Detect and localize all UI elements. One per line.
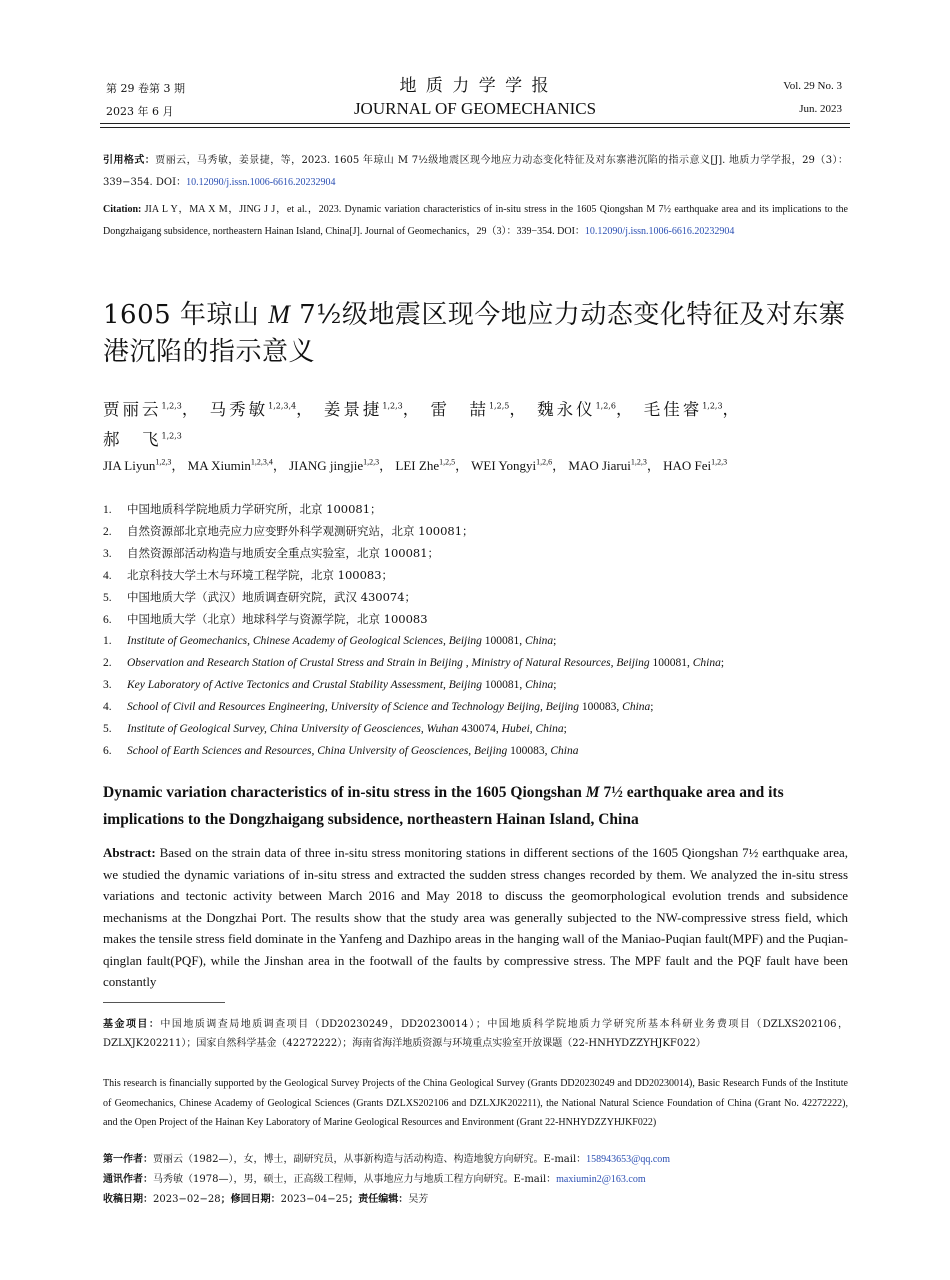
affiliation-cn [103,498,848,520]
title-en-italic: M [585,784,600,801]
author-en-name: MA Xiumin [187,458,251,473]
affiliation-en [103,740,848,762]
author-cn [537,400,616,419]
title-cn-part1: 1605 年琼山 [103,300,269,330]
affiliation-country: China [525,679,554,691]
affiliation-text: 北京科技大学土木与环境工程学院，北京 100083； [127,568,394,582]
affiliation-text: 中国地质大学（武汉）地质调查研究院，武汉 430074； [127,590,417,604]
header-rule-bottom [100,127,850,128]
author-en [471,458,552,473]
affiliation-end: ; [650,701,654,713]
affiliation-postcode: 430074, [458,723,502,735]
author-cn-name: 魏永仪 [537,399,596,419]
author-cn-name: 马秀敏 [209,399,269,419]
abstract-text: Based on the strain data of three in-situ stress monitoring stations in different sections of the 1605 Qiongshan 7½ earthquake area, we studied the dynamic variations of in-situ stress and extracted the sudden stress changes recorded by them. We analyzed the in-situ stress variations and tectonic activity between March 2016 and May 2018 to discuss the geomorphological evolution trends and subsidence mechanisms at the Dongzhai Port. The results show that the study area was generally subjected to the NW-compressive stress field, which makes the tensile stress field dominate in the Yanfeng and Dazhipo areas in the hanging wall of the Maniao-Puqian fault(MPF) and the Puqian-qinglan fault(PQF), while the Jinshan area in the footwall of the faults by compressive stress. The MPF fault and the PQF fault have been constantly [103,845,848,989]
citation-en-doi-link[interactable]: 10.12090/j.issn.1006-6616.20232904 [584,226,735,237]
title-en-part1: Dynamic variation characteristics of in-situ stress in the 1605 Qiongshan [103,784,586,801]
author-en [568,458,646,473]
affiliation-country: China [525,635,554,647]
author-en-affil: 1,2,3 [155,457,172,467]
author-cn-name: 郝 飞 [103,430,162,449]
header-volume-issue: 第 29 卷第 3 期 [106,82,185,95]
author-en-affil: 1,2,3 [363,457,380,467]
author-cn [644,400,723,419]
citation-en-label: Citation: [103,204,142,215]
citation-en [103,199,848,243]
first-author-label: 第一作者： [103,1154,153,1165]
affiliation-country: Hubei, China [501,723,564,735]
author-cn [430,400,509,419]
header-month-year: Jun. 2023 [799,103,842,115]
affiliation-number: 6. [103,614,112,626]
abstract [103,842,848,993]
affiliation-institution: Key Laboratory of Active Tectonics and Crustal Stability Assessment, Beijing [127,679,482,691]
affiliation-en [103,630,848,652]
affiliation-number: 2. [103,657,112,669]
author-en-affil: 1,2,3,4 [250,457,273,467]
author-list-cn: 贾丽云$^{1,2,3}$， 马秀敏$^{1,2,3,4}$， 姜景捷$^{1,2,3}$， 雷 喆$^{1,2,5}$， 魏永仪$^{1,2,6}$， 毛佳睿$^{1,2,3}$， 郝 飞$^{1,2,3}$ [103,399,743,449]
affiliation-text: 自然资源部活动构造与地质安全重点实验室，北京 100081； [127,546,440,560]
funding-en: This research is financially supported by the Geological Survey Projects of the China Geological Survey (Grants DD20230249 and DD20230014), Basic Research Funds of the Institute of Geomechanics, Chinese Academy of Geological Sciences (Grants DZLXS202106 and DZLXJK202211), the National Natural Science Foundation of China (Grant No. 42272222), and the Open Project of the Hainan Key Laboratory of Marine Geological Resources and Environment (Grant 22-HNHYDZZYHJKF022) [103,1078,848,1128]
affiliation-cn [103,608,848,630]
author-cn-affil: 1,2,6 [595,401,616,410]
affiliation-country: China [622,701,651,713]
affiliation-country: China [692,657,721,669]
affiliation-cn [103,564,848,586]
affiliation-institution: Institute of Geological Survey, China University of Geosciences, Wuhan [127,723,459,735]
affiliation-institution: School of Civil and Resources Engineering, University of Science and Technology Beijing, Beijing [127,701,580,713]
affiliation-number: 3. [103,548,112,560]
author-cn-affil: 1,2,3 [161,431,182,441]
editor-name: 吴芳 [408,1194,429,1205]
author-cn-affil: 1,2,3 [702,401,723,410]
affiliation-end: ; [553,679,557,691]
author-en-name: WEI Yongyi [471,458,537,473]
footnote-rule [103,1002,225,1003]
author-cn-name: 雷 喆 [430,399,489,419]
author-cn-affil: 1,2,5 [488,401,510,410]
author-en [663,458,727,473]
received-label: 收稿日期： [103,1194,153,1205]
affiliation-institution: Institute of Geomechanics, Chinese Academy of Geological Sciences, Beijing [127,635,482,647]
citation-cn-doi-link[interactable]: 10.12090/j.issn.1006-6616.20232904 [186,177,336,188]
affiliation-cn [103,520,848,542]
affiliation-number: 3. [103,679,112,691]
affiliation-number: 2. [103,526,112,538]
paper-title-en [103,779,848,833]
citation-cn-label: 引用格式： [103,155,156,166]
first-author-email-link[interactable]: 158943653@qq.com [586,1154,671,1165]
header-rule-top [100,123,850,124]
affiliation-text: 自然资源部北京地壳应力应变野外科学观测研究站，北京 100081； [127,524,474,538]
affiliation-en [103,718,848,740]
paper-title-cn [103,296,848,371]
editor-label: ；责任编辑： [348,1194,409,1205]
affiliation-postcode: 100081, [482,679,526,691]
affiliation-end: ; [553,635,557,647]
author-en [188,458,273,473]
author-list-en: JIA Liyun$^{1,2,3}$， MA Xiumin$^{1,2,3,4}$， JIANG jingjie$^{1,2,3}$， LEI Zhe$^{1,2,5}$， WEI Yongyi$^{1,2,6}$， MAO Jiarui$^{1,2,3}$， HAO Fei$^{1,2,3}$ [103,457,728,473]
affiliation-postcode: 100083, [579,701,623,713]
author-cn [103,400,182,419]
corresponding-author-email-link[interactable]: maxiumin2@163.com [556,1174,646,1185]
affiliation-number: 4. [103,570,112,582]
author-en-affil: 1,2,3 [711,457,728,467]
corresponding-author-label: 通讯作者： [103,1174,153,1185]
journal-title-cn: 地 质 力 学 学 报 [399,76,551,96]
author-en [289,458,379,473]
author-cn-affil: 1,2,3 [382,401,403,410]
author-cn-name: 贾丽云 [103,399,162,419]
affiliation-text: 中国地质大学（北京）地球科学与资源学院，北京 100083 [127,612,428,626]
author-en-affil: 1,2,6 [536,457,553,467]
author-cn-affil: 1,2,3,4 [268,401,297,410]
dates-note [103,1190,848,1210]
affiliation-cn [103,586,848,608]
author-info [103,1150,848,1210]
author-cn-affil: 1,2,3 [161,401,182,410]
affiliation-list [103,498,848,762]
affiliation-text: 中国地质科学院地质力学研究所，北京 100081； [127,502,382,516]
citation-cn-text: 贾丽云，马秀敏，姜景捷，等，2023. 1605 年琼山 M 7½级地震区现今地应力动态变化特征及对东寨港沉陷的指示意义[J]. 地质力学学报，29（3）：339−354. DOI： [103,155,849,188]
affiliation-end: ; [720,657,725,669]
author-cn-name: 姜景捷 [323,399,383,419]
affiliation-institution: School of Earth Sciences and Resources, China University of Geosciences, Beijing [127,745,508,757]
author-cn [210,400,297,419]
affiliation-end: ; [563,723,567,735]
author-en-affil: 1,2,5 [439,457,456,467]
author-cn [324,400,403,419]
affiliation-number: 1. [103,504,112,516]
corresponding-author-note [103,1170,848,1190]
title-cn-italic: M [268,300,291,329]
author-en-name: LEI Zhe [395,458,440,473]
author-en [395,458,455,473]
citation-cn [103,150,848,194]
affiliation-postcode: 100081, [481,635,526,647]
revised-label: ；修回日期： [220,1194,281,1205]
abstract-label: Abstract: [103,845,156,860]
affiliation-en [103,652,848,674]
author-en [103,458,171,473]
first-author-note [103,1150,848,1170]
author-en-affil: 1,2,3 [630,457,647,467]
journal-title-en: JOURNAL OF GEOMECHANICS [353,99,597,118]
affiliation-en [103,674,848,696]
funding-cn-text: 中国地质调查局地质调查项目（DD20230249，DD20230014）；中国地质科学院地质力学研究所基本科研业务费项目（DZLXS202106，DZLXJK202211）；国家自然科学基金（42272222）；海南省海洋地质资源与环境重点实验室开放课题（22-HNHYDZZYHJKF022） [103,1019,848,1049]
corresponding-author-text: 马秀敏（1978—），男，硕士，正高级工程师，从事地应力与地质工程方向研究。E-mail： [153,1174,557,1185]
affiliation-postcode: 100081, [649,657,693,669]
author-en-name: JIANG jingjie [289,458,364,473]
funding-cn-label: 基金项目： [103,1019,161,1030]
author-en-name: MAO Jiarui [568,458,631,473]
title-en-part2: 7½ earthquake area and its implications to the Dongzhaigang subsidence, northeastern Hainan Island, China [103,784,784,828]
affiliation-institution: Observation and Research Station of Crustal Stress and Strain in Beijing , Ministry of Natural Resources, Beijing [127,657,650,669]
header-vol-no: Vol. 29 No. 3 [783,80,842,92]
author-cn [103,430,182,449]
affiliation-cn [103,542,848,564]
title-cn-part2: 7½级地震区现今地应力动态变化特征及对东寨港沉陷的指示意义 [103,300,846,367]
affiliation-postcode: 100083, [507,745,551,757]
citation-en-text: JIA L Y，MA X M，JING J J，et al.，2023. Dynamic variation characteristics of in-situ stress in the 1605 Qiongshan M 7½ earthquake area and its implications to the Dongzhaigang subsidence, northeastern Hainan Island, China[J]. Journal of Geomechanics，29（3）：339−354. DOI： [103,204,848,237]
author-en-name: JIA Liyun [103,458,156,473]
affiliation-country: China [550,745,579,757]
author-en-name: HAO Fei [663,458,712,473]
affiliation-number: 5. [103,592,112,604]
affiliation-number: 4. [103,701,112,713]
affiliation-number: 5. [103,723,112,735]
revised-date: 2023−04−25 [280,1194,349,1205]
affiliation-number: 6. [103,745,112,757]
funding-cn [103,1015,848,1053]
affiliation-number: 1. [103,635,112,647]
first-author-text: 贾丽云（1982—），女，博士，副研究员，从事新构造与活动构造、构造地貌方向研究。E-mail： [153,1154,587,1165]
affiliation-en [103,696,848,718]
header-date: 2023 年 6 月 [106,105,174,118]
received-date: 2023−02−28 [153,1194,221,1205]
author-cn-name: 毛佳睿 [643,399,703,419]
